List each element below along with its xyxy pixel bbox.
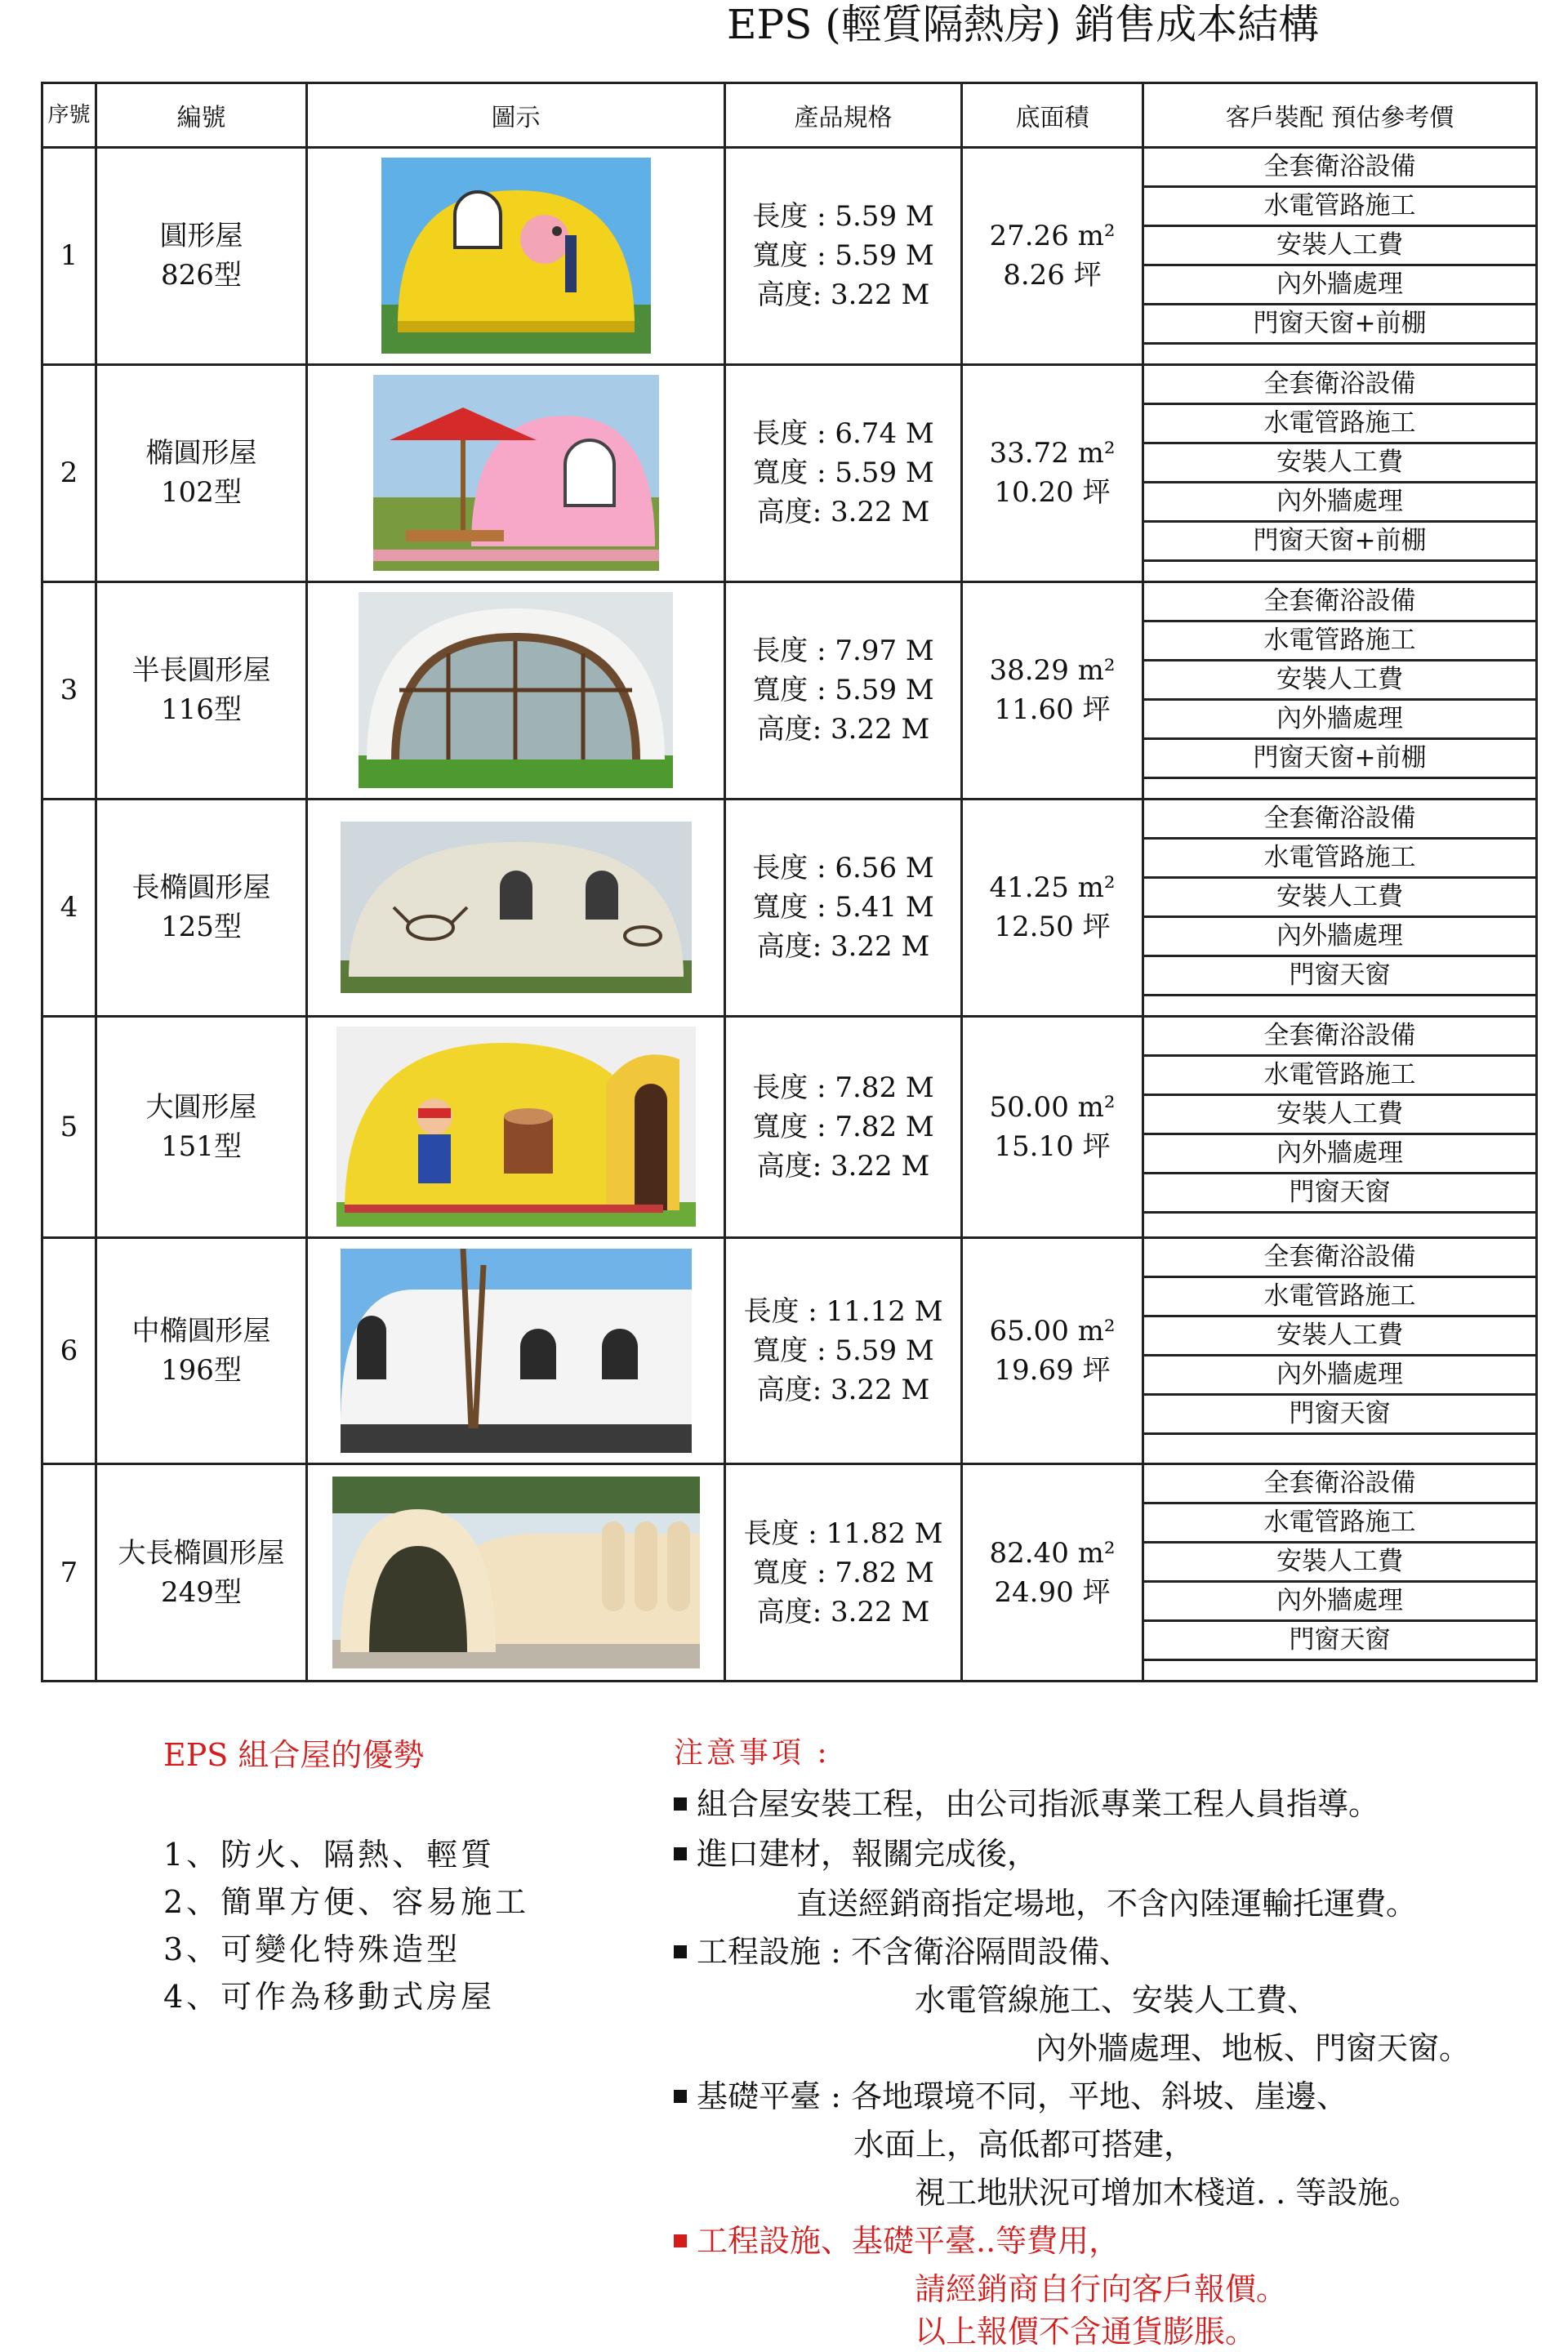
spec-height: 高度: 3.22 M (756, 713, 930, 746)
house-name: 中橢圓形屋 (131, 1315, 271, 1348)
row-no: 6 (42, 1238, 96, 1464)
customer-item: 水電管路施工 (1144, 1278, 1535, 1317)
spec-length: 長度 : 6.74 M (752, 417, 934, 451)
area-ping: 19.69 坪 (994, 1354, 1111, 1388)
row-no: 4 (42, 799, 96, 1016)
row-area (962, 581, 1143, 799)
spec-height: 高度: 3.22 M (756, 496, 930, 529)
table-header-row (42, 83, 1537, 148)
note-5: 工程設施、基礎平臺..等費用， (674, 2221, 1120, 2261)
area-m2: 50.00 m² (989, 1090, 1116, 1124)
house-name: 圓形屋 (159, 220, 243, 253)
advantages-title: EPS 組合屋的優勢 (163, 1737, 425, 1773)
area-ping: 10.20 坪 (994, 476, 1111, 510)
customer-item: 內外牆處理 (1144, 701, 1535, 740)
customer-price-cell (1144, 1661, 1535, 1680)
row-spec (725, 581, 962, 799)
customer-item: 全套衛浴設備 (1144, 800, 1535, 840)
row-no: 2 (42, 364, 96, 581)
row-image (307, 1464, 725, 1682)
customer-item: 水電管路施工 (1144, 405, 1535, 444)
row-code (96, 1238, 307, 1464)
customer-item: 內外牆處理 (1144, 1135, 1535, 1174)
advantage-item: 3、可變化特殊造型 (163, 1931, 461, 1967)
spec-height: 高度: 3.22 M (756, 1149, 930, 1183)
customer-item: 門窗天窗+前棚 (1144, 305, 1535, 345)
note-5-cont: 請經銷商自行向客戶報價。 (915, 2271, 1288, 2307)
row-customer (1143, 581, 1537, 799)
advantages-list (163, 1831, 529, 2020)
row-code (96, 1016, 307, 1237)
customer-item: 內外牆處理 (1144, 483, 1535, 523)
spec-width: 寬度 : 5.41 M (752, 891, 934, 924)
spec-length: 長度 : 6.56 M (752, 852, 934, 885)
note-4: 基礎平臺 : 各地環境不同，平地、斜坡、崖邊、 (674, 2076, 1348, 2117)
house-photo (381, 158, 651, 354)
header-no: 序號 (42, 83, 96, 148)
customer-item: 門窗天窗 (1144, 957, 1535, 996)
customer-item: 門窗天窗+前棚 (1144, 740, 1535, 779)
spec-length: 長度 : 11.82 M (743, 1517, 943, 1550)
note-3-cont: 內外牆處理、地板、門窗天窗。 (1036, 2030, 1471, 2066)
area-m2: 33.72 m² (989, 437, 1116, 470)
house-photo (373, 375, 659, 571)
customer-item: 水電管路施工 (1144, 1504, 1535, 1544)
spec-height: 高度: 3.22 M (756, 1595, 930, 1628)
header-code: 編號 (96, 83, 307, 148)
house-name: 長橢圓形屋 (131, 871, 271, 905)
note-2: 進口建材，報關完成後， (674, 1833, 1038, 1874)
spec-height: 高度: 3.22 M (756, 1374, 930, 1407)
spec-width: 寬度 : 5.59 M (752, 457, 934, 490)
table-row (42, 148, 1537, 365)
row-image (307, 148, 725, 365)
spec-width: 寬度 : 5.59 M (752, 239, 934, 273)
house-model: 249型 (161, 1575, 242, 1609)
spec-width: 寬度 : 7.82 M (752, 1556, 934, 1589)
bullet-icon (674, 2090, 687, 2103)
row-no: 3 (42, 581, 96, 799)
row-area (962, 364, 1143, 581)
house-photo (336, 1027, 696, 1227)
customer-item: 安裝人工費 (1144, 662, 1535, 701)
area-ping: 11.60 坪 (994, 693, 1111, 727)
spec-height: 高度: 3.22 M (756, 278, 930, 312)
house-photo (332, 1477, 700, 1668)
bullet-icon (674, 2234, 687, 2247)
spec-length: 長度 : 11.12 M (743, 1295, 943, 1329)
area-ping: 15.10 坪 (994, 1129, 1111, 1163)
table-row (42, 1464, 1537, 1682)
bullet-icon (674, 1847, 687, 1860)
house-model: 102型 (161, 476, 242, 510)
spec-width: 寬度 : 5.59 M (752, 674, 934, 707)
customer-item: 安裝人工費 (1144, 1317, 1535, 1356)
table-row (42, 1238, 1537, 1464)
customer-item: 水電管路施工 (1144, 840, 1535, 879)
row-no: 1 (42, 148, 96, 365)
row-area (962, 1464, 1143, 1682)
note-3: 工程設施 : 不含衛浴隔間設備、 (674, 1931, 1130, 1972)
note-1: 組合屋安裝工程，由公司指派專業工程人員指導。 (674, 1784, 1379, 1824)
customer-item: 安裝人工費 (1144, 444, 1535, 483)
customer-item: 全套衛浴設備 (1144, 1239, 1535, 1278)
notes-title: 注意事項 : (674, 1736, 831, 1770)
house-model: 196型 (161, 1354, 242, 1388)
bullet-icon (674, 1797, 687, 1811)
row-spec (725, 1464, 962, 1682)
customer-item: 水電管路施工 (1144, 622, 1535, 662)
header-image: 圖示 (307, 83, 725, 148)
row-spec (725, 799, 962, 1016)
customer-item: 全套衛浴設備 (1144, 1018, 1535, 1057)
row-customer (1143, 1016, 1537, 1237)
customer-price-cell (1144, 562, 1535, 581)
customer-item: 門窗天窗+前棚 (1144, 523, 1535, 562)
note-2-cont: 直送經銷商指定場地，不含內陸運輸托運費。 (796, 1886, 1418, 1922)
area-m2: 27.26 m² (989, 220, 1116, 253)
row-area (962, 148, 1143, 365)
note-4-cont: 水面上，高低都可搭建， (853, 2127, 1196, 2163)
table-row (42, 1016, 1537, 1237)
area-m2: 82.40 m² (989, 1536, 1116, 1570)
table-row (42, 364, 1537, 581)
header-area: 底面積 (962, 83, 1143, 148)
spec-height: 高度: 3.22 M (756, 930, 930, 964)
house-name: 大長橢圓形屋 (118, 1536, 285, 1570)
house-name: 大圓形屋 (145, 1090, 257, 1124)
bullet-icon (674, 1945, 687, 1958)
area-m2: 38.29 m² (989, 654, 1116, 688)
row-no: 5 (42, 1016, 96, 1237)
row-no: 7 (42, 1464, 96, 1682)
row-customer (1143, 1464, 1537, 1682)
row-image (307, 581, 725, 799)
header-customer: 客戶裝配 預估參考價 (1143, 83, 1537, 148)
customer-item: 內外牆處理 (1144, 918, 1535, 957)
row-code (96, 1464, 307, 1682)
row-customer (1143, 364, 1537, 581)
house-photo (341, 822, 692, 993)
customer-item: 內外牆處理 (1144, 1356, 1535, 1396)
row-code (96, 364, 307, 581)
row-area (962, 1238, 1143, 1464)
customer-item: 安裝人工費 (1144, 227, 1535, 266)
row-image (307, 364, 725, 581)
customer-item: 安裝人工費 (1144, 879, 1535, 918)
customer-item: 水電管路施工 (1144, 1057, 1535, 1096)
row-spec (725, 1016, 962, 1237)
note-3-cont: 水電管線施工、安裝人工費、 (915, 1982, 1319, 2018)
page-title: EPS (輕質隔熱房) 銷售成本結構 (727, 1, 1320, 48)
row-customer (1143, 799, 1537, 1016)
row-image (307, 1016, 725, 1237)
customer-item: 全套衛浴設備 (1144, 583, 1535, 622)
customer-item: 安裝人工費 (1144, 1096, 1535, 1135)
advantage-item: 1、防火、隔熱、輕質 (163, 1837, 496, 1873)
customer-price-cell (1144, 996, 1535, 1015)
row-image (307, 799, 725, 1016)
customer-item: 全套衛浴設備 (1144, 1465, 1535, 1504)
customer-item: 全套衛浴設備 (1144, 149, 1535, 188)
spec-length: 長度 : 7.82 M (752, 1071, 934, 1104)
house-name: 半長圓形屋 (131, 654, 271, 688)
spec-width: 寬度 : 7.82 M (752, 1110, 934, 1143)
note-5-cont: 以上報價不含通貨膨脹。 (915, 2314, 1257, 2350)
row-image (307, 1238, 725, 1464)
row-spec (725, 148, 962, 365)
house-model: 116型 (161, 693, 242, 727)
house-photo (359, 592, 673, 788)
customer-item: 門窗天窗 (1144, 1622, 1535, 1661)
row-code (96, 148, 307, 365)
house-photo (341, 1249, 692, 1453)
advantage-item: 4、可作為移動式房屋 (163, 1979, 496, 2015)
customer-item: 安裝人工費 (1144, 1544, 1535, 1583)
customer-price-cell (1144, 779, 1535, 798)
note-4-cont: 視工地狀況可增加木棧道. . 等設施。 (915, 2175, 1420, 2211)
customer-item: 門窗天窗 (1144, 1174, 1535, 1214)
row-area (962, 1016, 1143, 1237)
row-spec (725, 364, 962, 581)
row-code (96, 799, 307, 1016)
customer-price-cell (1144, 345, 1535, 363)
spec-length: 長度 : 7.97 M (752, 635, 934, 668)
customer-price-cell (1144, 1435, 1535, 1463)
area-ping: 24.90 坪 (994, 1575, 1111, 1609)
customer-price-cell (1144, 1214, 1535, 1236)
area-m2: 41.25 m² (989, 871, 1116, 905)
spec-width: 寬度 : 5.59 M (752, 1334, 934, 1368)
customer-item: 門窗天窗 (1144, 1396, 1535, 1435)
area-m2: 65.00 m² (989, 1315, 1116, 1348)
customer-item: 內外牆處理 (1144, 266, 1535, 305)
spec-length: 長度 : 5.59 M (752, 200, 934, 234)
customer-item: 水電管路施工 (1144, 188, 1535, 227)
row-customer (1143, 148, 1537, 365)
table-row (42, 581, 1537, 799)
customer-item: 內外牆處理 (1144, 1583, 1535, 1622)
house-model: 151型 (161, 1129, 242, 1163)
area-ping: 8.26 坪 (1003, 259, 1102, 292)
row-customer (1143, 1238, 1537, 1464)
cost-table (41, 82, 1538, 1682)
table-row (42, 799, 1537, 1016)
house-model: 826型 (161, 259, 242, 292)
advantage-item: 2、簡單方便、容易施工 (163, 1884, 530, 1920)
header-spec: 產品規格 (725, 83, 962, 148)
area-ping: 12.50 坪 (994, 911, 1111, 944)
row-code (96, 581, 307, 799)
house-name: 橢圓形屋 (145, 437, 257, 470)
row-spec (725, 1238, 962, 1464)
house-model: 125型 (161, 911, 242, 944)
customer-item: 全套衛浴設備 (1144, 366, 1535, 405)
row-area (962, 799, 1143, 1016)
